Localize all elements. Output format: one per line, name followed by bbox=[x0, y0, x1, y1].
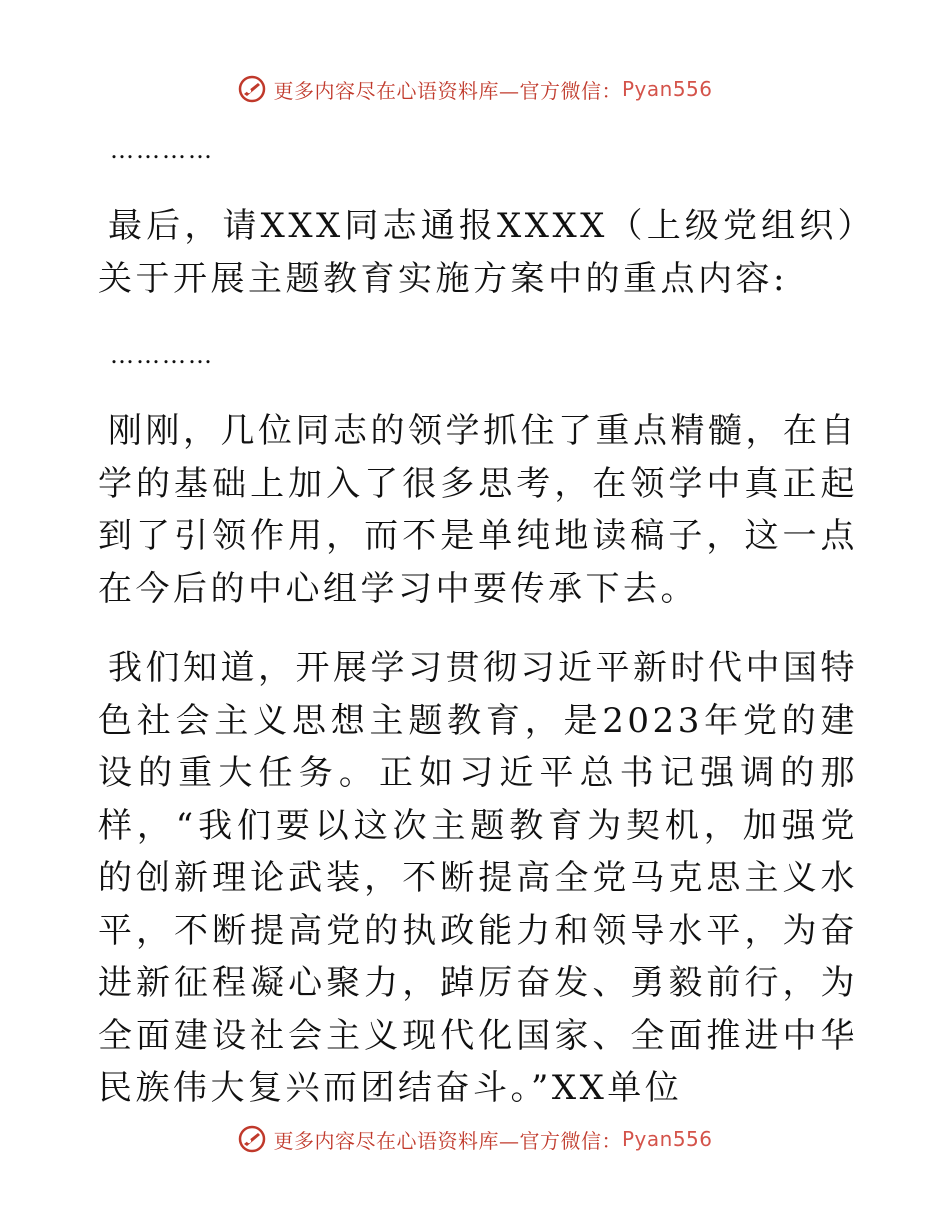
pen-logo-icon bbox=[237, 1124, 267, 1154]
watermark-wechat-id: Pyan556 bbox=[621, 77, 713, 101]
watermark-text: 更多内容尽在心语资料库—官方微信： bbox=[273, 1128, 622, 1153]
watermark-wechat-id: Pyan556 bbox=[621, 1127, 713, 1151]
watermark-text: 更多内容尽在心语资料库—官方微信： bbox=[273, 78, 622, 103]
document-body bbox=[98, 124, 858, 1115]
header-watermark bbox=[0, 74, 950, 104]
paragraph-comment: 刚刚，几位同志的领学抓住了重点精髓，在自学的基础上加入了很多思考，在领学中真正起到了引领作用，而不是单纯地读稿子，这一点在今后的中心组学习中要传承下去。 bbox=[98, 411, 858, 609]
paragraph-significance: 我们知道，开展学习贯彻习近平新时代中国特色社会主义思想主题教育，是2023年党的建设的重大任务。正如习近平总书记强调的那样，“我们要以这次主题教育为契机，加强党的创新理论武装，不断提高全党马克思主义水平，不断提高党的执政能力和领导水平，为奋进新征程凝心聚力，踔厉奋发、勇毅前行，为全面建设社会主义现代化国家、全面推进中华民族伟大复兴而团结奋斗。”XX单位 bbox=[98, 648, 858, 1108]
pen-logo-icon bbox=[237, 74, 267, 104]
footer-watermark bbox=[0, 1124, 950, 1154]
paragraph-report-request: 最后，请XXX同志通报XXXX（上级党组织）关于开展主题教育实施方案中的重点内容: bbox=[98, 206, 858, 299]
ellipsis-paragraph: ………… bbox=[110, 136, 214, 164]
ellipsis-paragraph: ………… bbox=[110, 341, 214, 369]
